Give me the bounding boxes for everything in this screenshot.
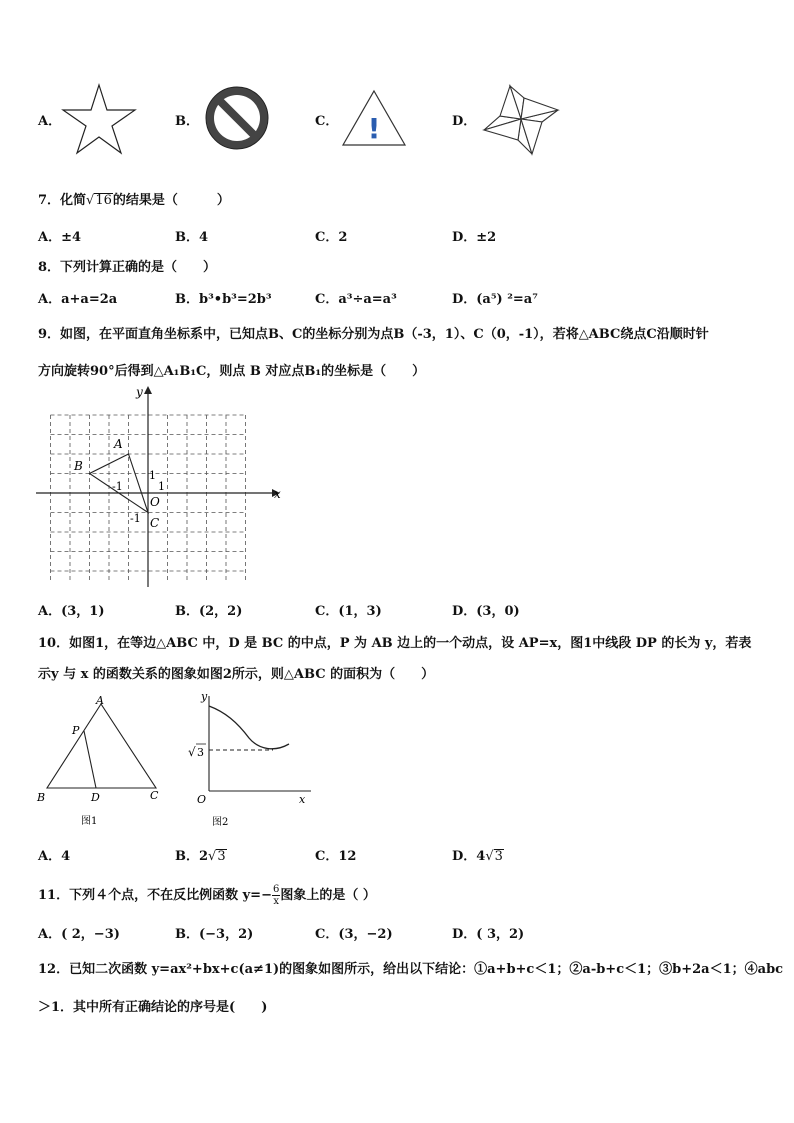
q9-option-b: B．(2，2)	[175, 604, 243, 619]
q8-option-b: B．b³•b³=2b³	[175, 292, 272, 307]
q9-option-a: A．(3，1)	[38, 604, 105, 619]
q9-label-one-y: 1	[149, 469, 156, 482]
q10-option-b: B．2√3	[175, 849, 226, 864]
q7-option-a: A．±4	[38, 230, 82, 245]
q11-stem-text: 11．下列４个点，不在反比例函数 y=−	[38, 888, 272, 903]
prohibition-icon	[203, 84, 271, 152]
star-icon	[60, 82, 138, 156]
q7-option-d: D．±2	[452, 230, 497, 245]
q10-fig2-curve	[209, 706, 289, 749]
q6-option-b-letter: B．	[175, 114, 199, 129]
q10-option-a: A．4	[38, 849, 71, 864]
q9-label-neg-one-y: -1	[130, 512, 141, 525]
q7-option-c: C．2	[315, 230, 348, 245]
q10-triangle-abc	[47, 704, 156, 788]
q7-stem: 7．化简√16的结果是（ ）	[38, 193, 230, 208]
q9-label-one-x: 1	[158, 480, 165, 493]
q10-fig2-sqrt-sign: √	[188, 745, 196, 759]
q9-coordinate-figure	[36, 382, 286, 590]
q10-fig2-sqrt3: 3	[197, 746, 204, 759]
q7-stem-tail: 的结果是（ ）	[112, 193, 230, 208]
q10-stem-line1: 10．如图1，在等边△ABC 中，D 是 BC 的中点，P 为 AB 边上的一个动点，设 AP=x，图1中线段 DP 的长为 y，若表	[38, 636, 752, 651]
q10-label-d: D	[91, 791, 100, 804]
q11-option-d: D．( 3，2)	[452, 927, 525, 942]
q6-option-c-letter: C．	[315, 114, 339, 129]
q10-fig2-label-y: y	[201, 690, 208, 703]
q11-option-b: B．(−3，2)	[175, 927, 254, 942]
q10-label-p: P	[72, 724, 80, 737]
q10-fig2-caption: 图2	[212, 817, 229, 828]
q9-option-c: C．(1，3)	[315, 604, 382, 619]
q10-label-b: B	[37, 791, 46, 804]
q6-option-d-letter: D．	[452, 114, 477, 129]
q10-label-c: C	[150, 789, 159, 802]
q7-stem-text: 7．化简	[38, 193, 87, 208]
q10-figure2	[185, 688, 315, 833]
warning-exclamation: !	[367, 112, 381, 145]
q9-label-a: A	[114, 437, 123, 451]
q8-option-c: C．a³÷a=a³	[315, 292, 397, 307]
q7-radicand: 16	[95, 193, 112, 208]
q10-fig2-label-x: x	[299, 793, 306, 806]
q10-stem-line2: 示y 与 x 的函数关系的图象如图2所示，则△ABC 的面积为（ ）	[38, 667, 435, 682]
q11-fraction: $\frac{6}{x}$	[272, 884, 280, 907]
q10-label-a: A	[96, 694, 104, 707]
q10-fig1-caption: 图1	[81, 816, 98, 827]
q9-label-o: O	[150, 495, 160, 509]
q9-stem-line2: 方向旋转90°后得到△A₁B₁C，则点 B 对应点B₁的坐标是（ ）	[38, 364, 426, 379]
q8-option-d: D．(a⁵) ²=a⁷	[452, 292, 538, 307]
q10-figure1	[34, 692, 169, 832]
q9-y-arrow	[144, 386, 152, 394]
q12-stem-line2: ＞1．其中所有正确结论的序号是( )	[38, 1000, 268, 1015]
q10-fig2-label-o: O	[197, 793, 207, 806]
pinwheel-icon	[480, 80, 562, 158]
q9-label-neg-one-x: -1	[112, 480, 123, 493]
q10-option-c: C．12	[315, 849, 357, 864]
q9-label-y: y	[136, 385, 143, 399]
q8-option-a: A．a+a=2a	[38, 292, 118, 307]
warning-triangle-icon	[340, 88, 408, 148]
q9-stem-line1: 9．如图，在平面直角坐标系中，已知点B、C的坐标分别为点B（-3，1）、C（0，-1），若将△ABC绕点C沿顺时针	[38, 327, 709, 342]
q6-option-a-letter: A．	[38, 114, 62, 129]
q11-stem	[38, 884, 376, 907]
q9-label-x: x	[274, 487, 281, 501]
q12-stem-line1: 12．已知二次函数 y=ax²+bx+c(a≠1)的图象如图所示，给出以下结论：①a+b+c＜1；②a-b+c＜1；③b+2a＜1；④abc	[38, 962, 784, 977]
q11-option-a: A．( 2，−3)	[38, 927, 120, 942]
q8-stem: 8．下列计算正确的是（ ）	[38, 260, 217, 275]
q10-option-d: D．4√3	[452, 849, 503, 864]
q7-option-b: B．4	[175, 230, 209, 245]
q9-option-d: D．(3，0)	[452, 604, 520, 619]
q11-option-c: C．(3，−2)	[315, 927, 393, 942]
q9-label-c: C	[150, 516, 160, 530]
q10-segment-dp	[84, 731, 96, 788]
q9-label-b: B	[74, 459, 83, 473]
q11-stem-tail: 图象上的是（ ）	[280, 888, 376, 903]
